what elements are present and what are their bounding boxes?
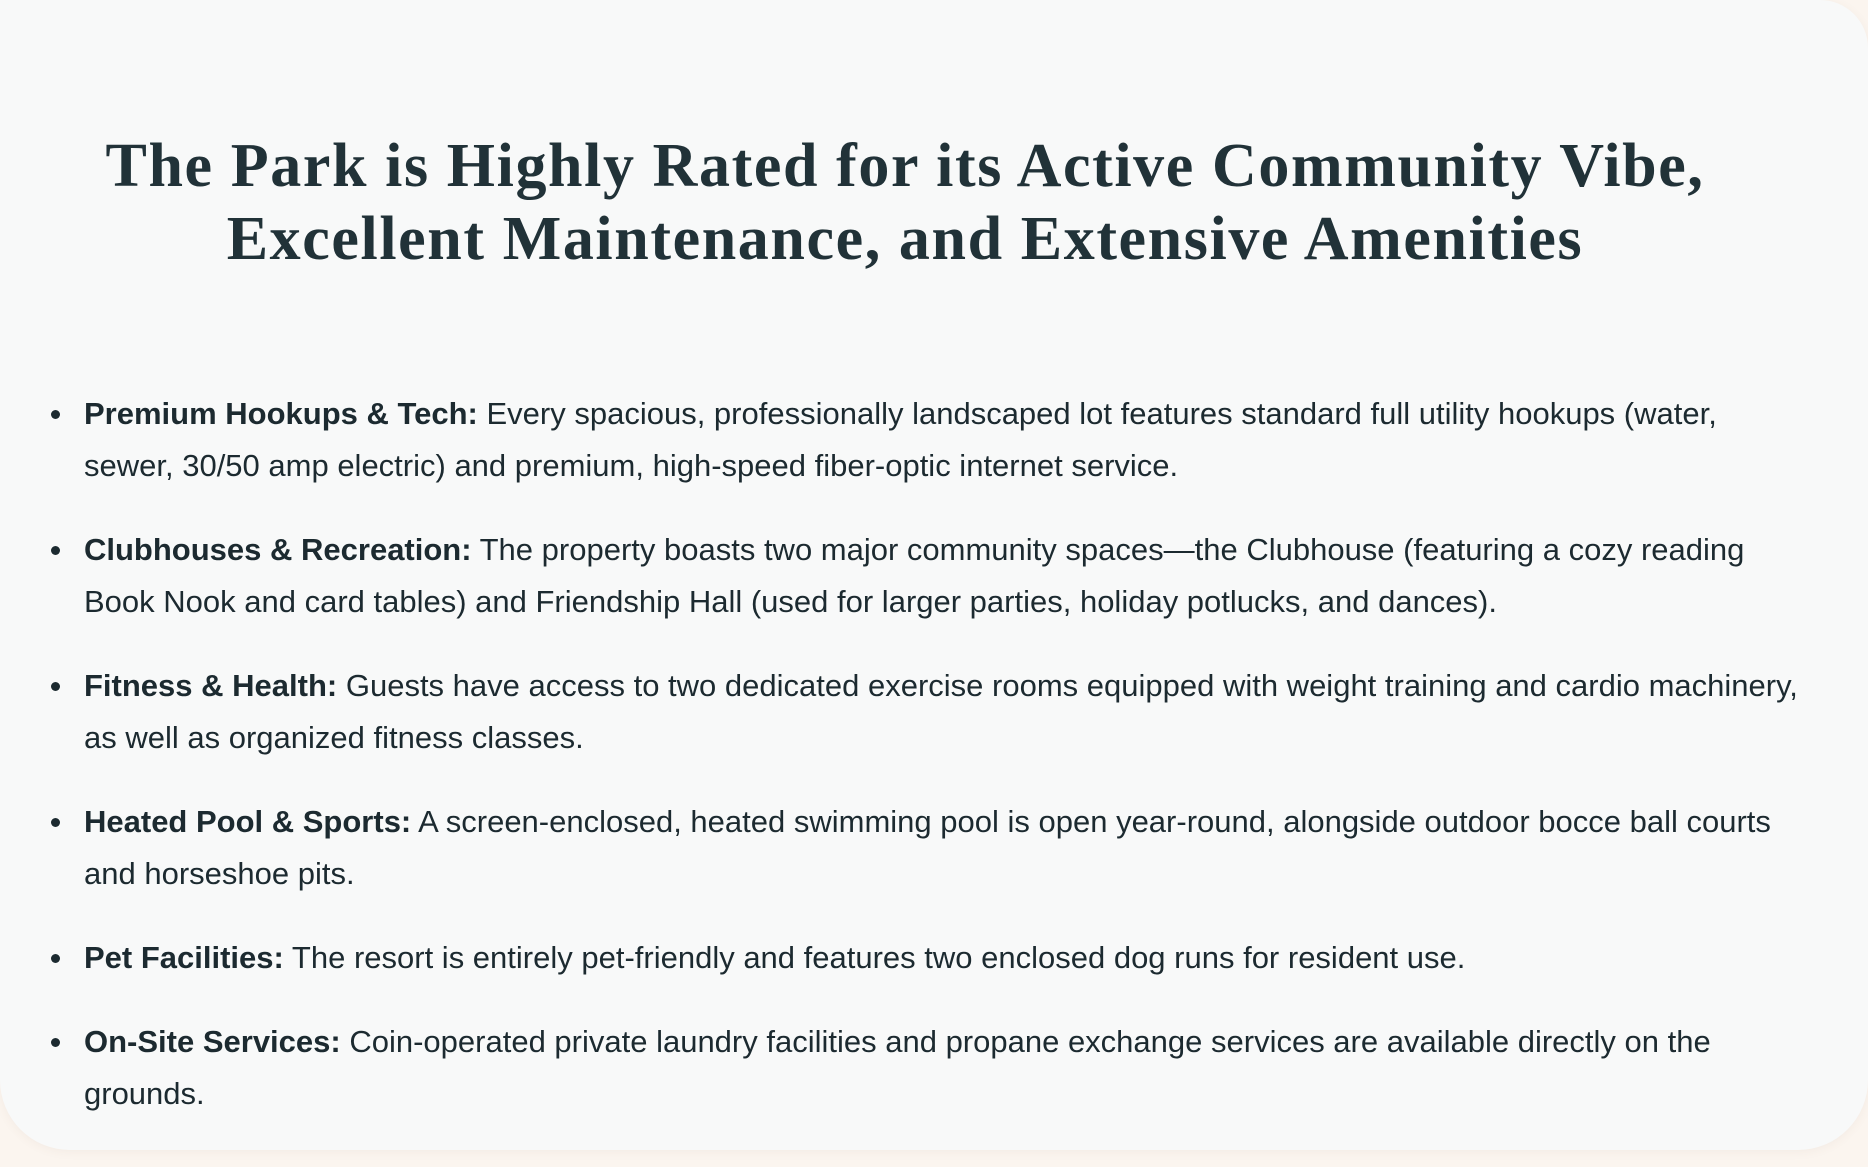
page-title-line-2: Excellent Maintenance, and Extensive Amenities — [226, 205, 1584, 273]
amenity-label: Premium Hookups & Tech: — [84, 396, 478, 431]
bullet-icon — [51, 546, 60, 555]
amenity-description: Coin-operated private laundry facilities and propane exchange services are available directly on the grounds. — [84, 1024, 1711, 1111]
amenity-description: Every spacious, professionally landscaped lot features standard full utility hookups (water, sewer, 30/50 amp electric) and premium, high-speed fiber-optic internet service. — [84, 396, 1717, 483]
list-item-pool — [84, 796, 1804, 900]
list-item-clubhouses — [84, 524, 1804, 628]
amenity-description: The resort is entirely pet-friendly and features two enclosed dog runs for resident use. — [291, 940, 1466, 975]
page-title — [0, 130, 1810, 276]
list-item-pets — [84, 932, 1804, 984]
amenity-label: Clubhouses & Recreation: — [84, 532, 472, 567]
bullet-icon — [51, 954, 60, 963]
amenity-label: Heated Pool & Sports: — [84, 804, 412, 839]
amenity-label: Pet Facilities: — [84, 940, 284, 975]
amenity-label: Fitness & Health: — [84, 668, 338, 703]
bullet-icon — [51, 818, 60, 827]
amenities-list — [84, 388, 1804, 1152]
page-title-line-1: The Park is Highly Rated for its Active Community Vibe, — [105, 132, 1705, 200]
list-item-hookups — [84, 388, 1804, 492]
list-item-services — [84, 1016, 1804, 1120]
bullet-icon — [51, 682, 60, 691]
amenity-description: Guests have access to two dedicated exercise rooms equipped with weight training and cardio machinery, as well as organized fitness classes. — [84, 668, 1798, 755]
list-item-fitness — [84, 660, 1804, 764]
bullet-icon — [51, 410, 60, 419]
amenity-description: The property boasts two major community spaces—the Clubhouse (featuring a cozy reading Book Nook and card tables) and Friendship Hall (used for larger parties, holiday potlucks, and dances). — [84, 532, 1745, 619]
amenity-label: On-Site Services: — [84, 1024, 341, 1059]
bullet-icon — [51, 1038, 60, 1047]
amenity-description: A screen-enclosed, heated swimming pool is open year-round, alongside outdoor bocce ball courts and horseshoe pits. — [84, 804, 1771, 891]
